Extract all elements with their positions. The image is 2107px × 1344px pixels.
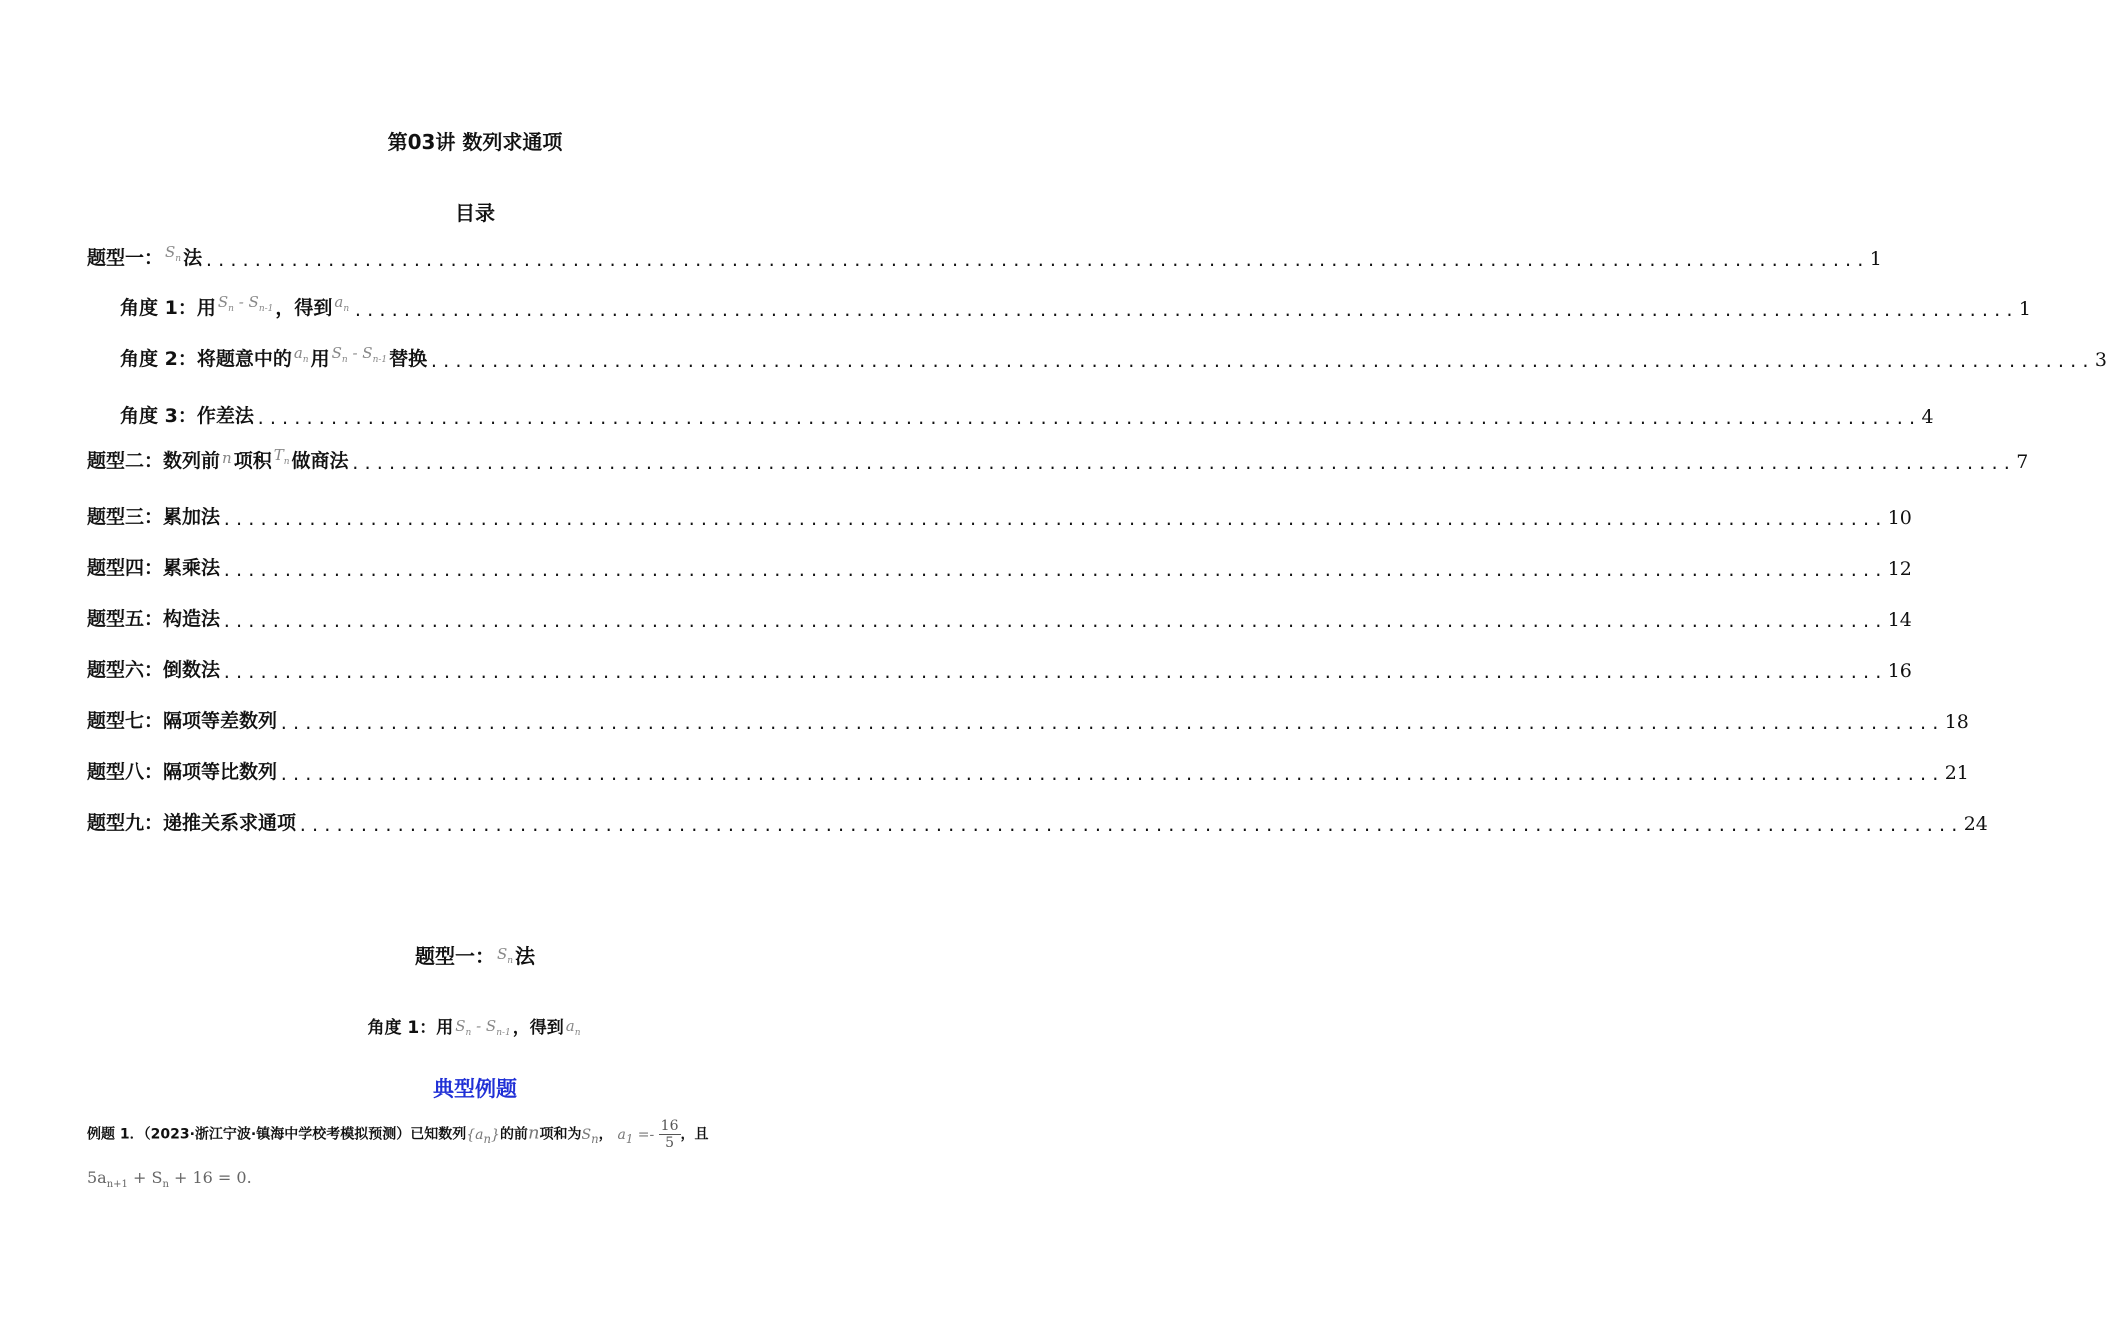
- toc-leader-dots: ........................................................................................................................................: [298, 816, 1962, 835]
- toc-item-label: 题型一：: [87, 247, 164, 269]
- toc-item-type-5[interactable]: 题型五：构造法 ........................................................................................................................................ 14: [87, 608, 1912, 631]
- toc-item-angle-2[interactable]: 角度 2：将题意中的 $a_n$ 用 $S_n - S_{n-1}$ 替换 ........................................................................................................................................ 3: [120, 344, 2107, 371]
- toc-leader-dots: ........................................................................................................................................: [279, 714, 1943, 733]
- section-title: 题型一： $^{S_n}$ 法: [414, 944, 536, 968]
- toc-heading: 目录: [455, 201, 495, 225]
- toc-page-number: 16: [1887, 660, 1912, 682]
- toc-page-number: 3: [2094, 349, 2107, 371]
- toc-page-number: 14: [1887, 609, 1912, 631]
- toc-item-type-8[interactable]: 题型八：隔项等比数列 ........................................................................................................................................ 21: [87, 761, 1969, 784]
- typical-examples-heading: 典型例题: [433, 1077, 517, 1101]
- toc-page-number: 21: [1944, 762, 1969, 784]
- toc-leader-dots: ........................................................................................................................................: [429, 352, 2093, 371]
- example-equation: $5a_{n+1} + S_n + 16 = 0$.: [87, 1168, 252, 1191]
- toc-item-angle-1[interactable]: 角度 1：用 $S_n - S_{n-1}$ ，得到 $a_n$ ........................................................................................................................................ 1: [120, 293, 2031, 320]
- toc-leader-dots: ........................................................................................................................................: [222, 612, 1886, 631]
- toc-page-number: 4: [1921, 406, 1934, 428]
- toc-item-type-2[interactable]: 题型二：数列前 n 项积 $T_n$ 做商法 ........................................................................................................................................ 7: [87, 446, 2029, 473]
- toc-page-number: 1: [2018, 298, 2031, 320]
- angle-title: 角度 1：用 $S_n - S_{n-1}$ ，得到 $a_n$: [367, 1017, 581, 1038]
- document-title: 第03讲 数列求通项: [387, 130, 563, 154]
- toc-item-type-1[interactable]: 题型一： $S_n$ 法 ........................................................................................................................................ 1: [87, 243, 1882, 270]
- toc-page-number: 18: [1944, 711, 1969, 733]
- math-sn: $S_n$: [165, 243, 182, 264]
- toc-page-number: 24: [1963, 813, 1988, 835]
- toc-leader-dots: ........................................................................................................................................: [204, 251, 1868, 270]
- math-sn-minus: $S_n - S_{n-1}$: [217, 293, 274, 314]
- toc-item-type-9[interactable]: 题型九：递推关系求通项 ........................................................................................................................................ 24: [87, 812, 1988, 835]
- toc-leader-dots: ........................................................................................................................................: [222, 663, 1886, 682]
- toc-item-type-7[interactable]: 题型七：隔项等差数列 ........................................................................................................................................ 18: [87, 710, 1969, 733]
- toc-leader-dots: ........................................................................................................................................: [353, 301, 2017, 320]
- toc-page-number: 7: [2016, 451, 2029, 473]
- toc-item-angle-3[interactable]: 角度 3：作差法 ........................................................................................................................................ 4: [120, 405, 1934, 428]
- toc-item-type-3[interactable]: 题型三：累加法 ........................................................................................................................................ 10: [87, 506, 1912, 529]
- toc-item-type-4[interactable]: 题型四：累乘法 ........................................................................................................................................ 12: [87, 557, 1912, 580]
- toc-page-number: 1: [1869, 248, 1882, 270]
- example-1: 例题 1．（2023·浙江宁波·镇海中学校考模拟预测）已知数列$\{a_n\}$的前n项和为$S_n$， $a_1$ =- $\frac{16}{5}$ ，且: [87, 1118, 709, 1151]
- toc-leader-dots: ........................................................................................................................................: [222, 561, 1886, 580]
- toc-leader-dots: ........................................................................................................................................: [222, 510, 1886, 529]
- toc-leader-dots: ........................................................................................................................................: [255, 409, 1920, 428]
- fraction: $\frac{16}{5}$: [660, 1118, 679, 1151]
- toc-page-number: 10: [1887, 507, 1912, 529]
- toc-leader-dots: ........................................................................................................................................: [279, 765, 1943, 784]
- toc-item-type-6[interactable]: 题型六：倒数法 ........................................................................................................................................ 16: [87, 659, 1912, 682]
- toc-leader-dots: ........................................................................................................................................: [350, 454, 2015, 473]
- toc-page-number: 12: [1887, 558, 1912, 580]
